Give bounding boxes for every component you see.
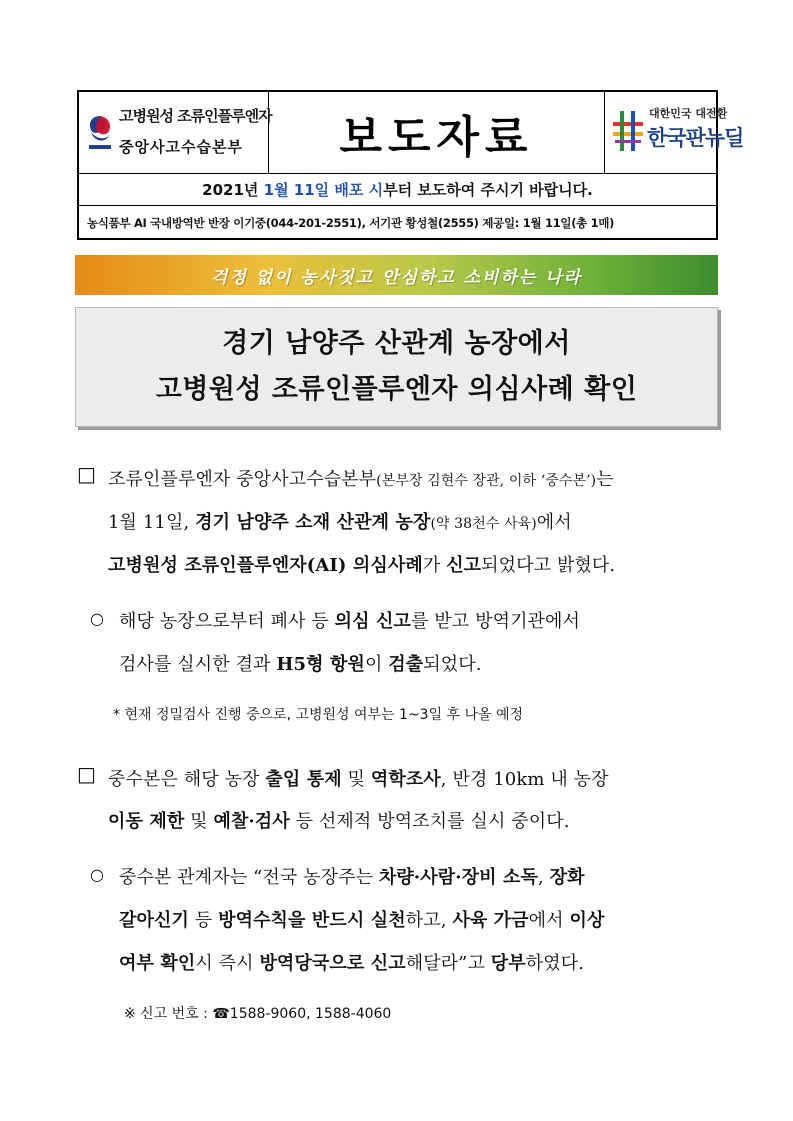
new-deal-subtitle: 대한민국 대전환	[649, 107, 728, 120]
new-deal-title: 한국판뉴딜	[647, 126, 744, 150]
section2-square-bullet: □	[77, 762, 96, 786]
section1-line2	[108, 508, 572, 534]
s2-sub-bold: 당부	[490, 953, 526, 974]
section2-sub-line3	[119, 949, 584, 975]
s1-paren: (본부장 김현수 장관, 이하 ‘중수본’)	[376, 473, 597, 489]
report-hotline	[124, 1003, 391, 1023]
ministry-cell	[79, 92, 272, 173]
press-title-cell	[269, 92, 605, 173]
s1-text: 조류인플루엔자 중앙사고수습본부	[108, 469, 377, 490]
org-name-line1: 고병원성 조류인플루엔자	[119, 107, 272, 125]
s2-sub-bold: 사육 가금	[452, 910, 529, 931]
s2-sub-text: 중수본 관계자는 “전국 농장주는	[119, 867, 379, 888]
s2-sub-text: 시 즉시	[195, 953, 260, 974]
new-deal-cell	[605, 92, 744, 173]
s2-sub-bold: 방역수칙을 반드시 실천	[218, 910, 406, 931]
s2-sub-text: 하고,	[405, 910, 453, 931]
s1-text: 되었다고 밝혔다.	[481, 555, 616, 576]
s2-sub-text: 해달라”고	[405, 953, 491, 974]
s2-text: 등 선제적 방역조치를 실시 중이다.	[289, 811, 570, 832]
release-suffix: 부터 보도하여 주시기 바랍니다.	[383, 180, 593, 199]
section2-sub-bullet: ○	[90, 865, 104, 884]
s2-text: , 반경 10km 내 농장	[440, 769, 609, 790]
s1-text: 에서	[536, 512, 572, 533]
section1-sub-bullet: ○	[90, 609, 104, 628]
headline-line1: 경기 남양주 산관계 농장에서	[222, 328, 571, 359]
section2-sub-line2	[119, 906, 604, 932]
press-header-table	[77, 90, 744, 240]
s1-text: 는	[596, 469, 614, 490]
s1-text: 가	[422, 555, 447, 576]
release-prefix: 2021년	[202, 180, 264, 199]
section2-sub-line1	[119, 863, 585, 889]
slogan-banner	[75, 255, 718, 295]
s2-bold: 출입 통제	[265, 769, 342, 790]
hotline-numbers: ☎1588-9060, 1588-4060	[212, 1006, 392, 1022]
s2-text: 및	[184, 811, 214, 832]
s1-sub-text: 이	[364, 654, 389, 675]
s2-sub-text: ,	[537, 867, 550, 888]
s2-sub-bold: 방역당국으로 신고	[259, 953, 406, 974]
section2-line1	[108, 765, 609, 791]
s1-sub-text: 검사를 실시한 결과	[119, 654, 277, 675]
government-emblem-icon	[85, 112, 115, 152]
s2-bold: 역학조사	[370, 769, 441, 790]
section1-sub-line2	[119, 650, 482, 676]
press-release-title: 보도자료	[339, 111, 534, 163]
release-time-row	[79, 173, 716, 206]
s2-sub-bold: 장화	[549, 867, 585, 888]
s1-paren: (약 38천수 사육)	[430, 516, 537, 532]
org-name-line2: 중앙사고수습본부	[119, 138, 243, 156]
s1-bold: 신고	[446, 555, 482, 576]
inspection-note: * 현재 정밀검사 진행 중으로, 고병원성 여부는 1~3일 후 나올 예정	[113, 707, 524, 723]
s2-bold: 예찰·검사	[213, 811, 290, 832]
s2-sub-bold: 갈아신기	[119, 910, 189, 931]
s1-bold: 경기 남양주 소재 산관계 농장	[195, 512, 431, 533]
s2-bold: 이동 제한	[108, 811, 185, 832]
headline-box	[75, 307, 718, 427]
contact-row: 농식품부 AI 국내방역반 반장 이기중(044-201-2551), 서기관 황성철(2555) 제공일: 1월 11일(총 1매)	[87, 215, 615, 230]
slogan-text: 걱정 없이 농사짓고 안심하고 소비하는 나라	[210, 267, 583, 288]
s2-text: 및	[341, 769, 371, 790]
s2-sub-text: 에서	[528, 910, 570, 931]
s1-text: 1월 11일,	[108, 512, 196, 533]
s2-sub-bold: 여부 확인	[119, 953, 196, 974]
s2-text: 중수본은 해당 농장	[108, 769, 266, 790]
s1-bold: 고병원성 조류인플루엔자(AI) 의심사례	[108, 555, 423, 576]
s1-sub-bold: 의심 신고	[334, 611, 411, 632]
s1-sub-bold: 검출	[388, 654, 424, 675]
section2-line2	[108, 807, 570, 833]
header-top-row	[79, 92, 744, 174]
section1-line1	[108, 465, 614, 491]
s1-sub-bold: H5형 항원	[276, 654, 365, 675]
section1-sub-line1	[119, 607, 580, 633]
s2-sub-text: 등	[188, 910, 219, 931]
s1-sub-text: 해당 농장으로부터 폐사 등	[119, 611, 335, 632]
release-date: 1월 11일 배포 시	[263, 180, 384, 199]
s2-sub-bold: 이상	[569, 910, 605, 931]
s2-sub-text: 하였다.	[525, 953, 585, 974]
s1-sub-text: 되었다.	[423, 654, 482, 675]
section1-square-bullet: □	[77, 462, 96, 486]
s2-sub-bold: 차량·사람·장비 소독	[378, 867, 538, 888]
section1-line3	[108, 551, 615, 577]
s1-sub-text: 를 받고 방역기관에서	[410, 611, 581, 632]
headline-line2: 고병원성 조류인플루엔자 의심사례 확인	[155, 374, 638, 405]
korean-new-deal-logo-icon	[611, 108, 645, 154]
hotline-label: ※ 신고 번호 :	[124, 1006, 213, 1022]
